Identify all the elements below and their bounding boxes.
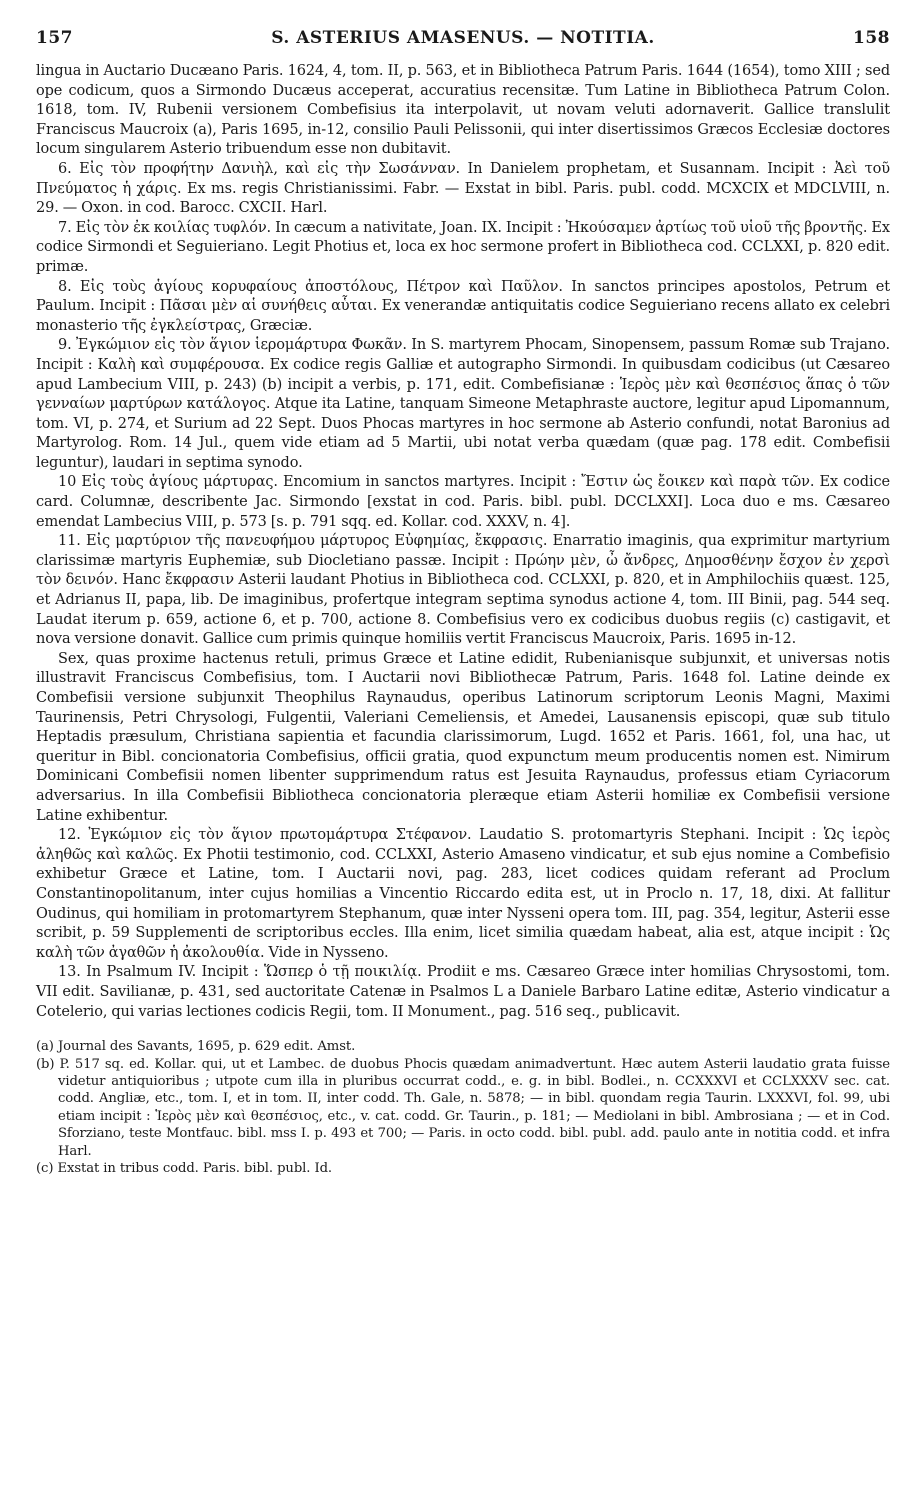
running-header: [36, 28, 890, 54]
entry-12: 12. Ἐγκώμιον εἰς τὸν ἅγιον πρωτομάρτυρα Στέφανον. Laudatio S. protomartyris Stephani. Incipit : Ὡς ἱερὸς ἀληθῶς καὶ καλῶς. Ex Photii testimonio, cod. CCLXXI, Asterio Amaseno vindicatur, et sub ejus nomine a Combefisio exhibetur Græce et Latine, tom. I Auctarii novi, pag. 283, licet codices quidam referant ad Proclum Constantinopolitanum, inter cujus homilias a Vincentio Riccardo edita est, ut in Proclo n. 17, 18, dixi. At fallitur Oudinus, qui homiliam in protomartyrem Stephanum, quæ inter Nysseni opera tom. III, pag. 354, legitur, Asterii esse scribit, p. 59 Supplementi de scriptoribus eccles. Illa enim, licet similia quædam habeat, alia est, atque incipit : Ὡς καλὴ τῶν ἀγαθῶν ἡ ἀκολουθία. Vide in Nysseno.: [36, 827, 890, 961]
footnote-b: (b) P. 517 sq. ed. Kollar. qui, ut et Lambec. de duobus Phocis quædam animadvertunt. Hæc autem Asterii laudatio grata fuisse videtur antiquioribus ; utpote cum illa in pluribus occurrat codd., e. g. in bibl. Bodlei., n. CCXXXVI et CCLXXXV sec. cat. codd. Angliæ, etc., tom. I, et in tom. II, inter codd. Th. Gale, n. 5878; — in bibl. quondam regia Taurin. LXXXVI, fol. 99, ubi etiam incipit : Ἱερὸς μὲν καὶ θεσπέσιος, etc., v. cat. codd. Gr. Taurin., p. 181; — Mediolani in bibl. Ambrosiana ; — et in Cod. Sforziano, teste Montfauc. bibl. mss I. p. 493 et 700; — Paris. in octo codd. bibl. publ. add. paulo ante in notitia codd. et infra Harl.: [36, 1056, 890, 1159]
page-number-right: 158: [853, 28, 890, 48]
entry-11: 11. Εἰς μαρτύριον τῆς πανευφήμου μάρτυρος Εὐφημίας, ἔκφρασις. Enarratio imaginis, qua exprimitur martyrium clarissimæ martyris Euphemiæ, sub Diocletiano passæ. Incipit : Πρώην μὲν, ὦ ἄνδρες, Δημοσθένην ἔσχον ἐν χερσὶ τὸν δεινόν. Hanc ἔκφρασιν Asterii laudant Photius in Bibliotheca cod. CCLXXI, p. 820, et in Amphilochiis quæst. 125, et Adrianus II, papa, lib. De imaginibus, profertque integram septima synodus actione 4, tom. III Binii, pag. 544 seq. Laudat iterum p. 659, actione 6, et p. 700, actione 8. Combefisius vero ex codicibus duobus regiis (c) castigavit, et nova versione donavit. Gallice cum primis quinque homiliis vertit Franciscus Maucroix, Paris. 1695 in-12.: [36, 533, 890, 648]
footnotes: [36, 1038, 890, 1177]
entry-8: 8. Εἰς τοὺς ἁγίους κορυφαίους ἀποστόλους, Πέτρον καὶ Παῦλον. In sanctos principes apostolos, Petrum et Paulum. Incipit : Πᾶσαι μὲν αἱ συνήθεις αὗται. Ex venerandæ antiquitatis codice Seguieriano recens allato ex celebri monasterio τῆς ἐγκλείστρας, Græciæ.: [36, 278, 890, 334]
paragraph-continuation: lingua in Auctario Ducæano Paris. 1624, 4, tom. II, p. 563, et in Bibliotheca Patrum Paris. 1644 (1654), tomo XIII ; sed ope codicum, quos a Sirmondo Ducæus acceperat, accuratius recensitæ. Tum Latine in Bibliotheca Patrum Colon. 1618, tom. IV, Rubenii versionem Combefisius ita interpolavit, ut novam veluti adornaverit. Gallice translulit Franciscus Maucroix (a), Paris 1695, in-12, consilio Pauli Pelissonii, qui inter disertissimos Græcos Ecclesiæ doctores locum singularem Asterio tribuendum esse non dubitavit.: [36, 63, 890, 158]
entry-6: 6. Εἰς τὸν προφήτην Δανιὴλ, καὶ εἰς τὴν Σωσάνναν. In Danielem prophetam, et Susannam. Incipit : Ἀεὶ τοῦ Πνεύματος ἡ χάρις. Ex ms. regis Christianissimi. Fabr. — Exstat in bibl. Paris. publ. codd. MCXCIX et MDCLVIII, n. 29. — Oxon. in cod. Barocc. CXCII. Harl.: [36, 160, 890, 217]
page-title: S. ASTERIUS AMASENUS. — NOTITIA.: [271, 28, 655, 48]
summary-paragraph: Sex, quas proxime hactenus retuli, primus Græce et Latine edidit, Rubenianisque subjunxit, et universas notis illustravit Franciscus Combefisius, tom. I Auctarii novi Bibliothecæ Patrum, Paris. 1648 fol. Latine deinde ex Combefisii versione subjunxit Theophilus Raynaudus, operibus Latinorum scriptorum Leonis Magni, Maximi Taurinensis, Petri Chrysologi, Fulgentii, Valeriani Cemeliensis, et Amedei, Lausanensis episcopi, quæ sub titulo Heptadis præsulum, Christiana sapientia et facundia clarissimorum, Lugd. 1652 et Paris. 1661, fol, una hac, ut queritur in Bibl. concionatoria Combefisius, officii gratia, quod expunctum meum producentis nomen est. Nimirum Dominicani Combefisii nomen libenter supprimendum ratus est Jesuita Raynaudus, professus etiam Cyriacorum adversarius. In illa Combefisii Bibliotheca concionatoria pleræque etiam Asterii homiliæ ex Combefisii versione Latine exhibentur.: [36, 650, 890, 824]
footnote-a: (a) Journal des Savants, 1695, p. 629 edit. Amst.: [36, 1039, 356, 1055]
main-text: [36, 62, 890, 1022]
entry-13: 13. In Psalmum IV. Incipit : Ὥσπερ ὁ τῇ ποικιλίᾳ. Prodiit e ms. Cæsareo Græce inter homilias Chrysostomi, tom. VII edit. Savilianæ, p. 431, sed auctoritate Catenæ in Psalmos L a Daniele Barbaro Latine editæ, Asterio vindicatur a Cotelerio, qui varias lectiones codicis Regii, tom. II Monument., pag. 516 seq., publicavit.: [36, 964, 890, 1020]
entry-9: 9. Ἐγκώμιον εἰς τὸν ἅγιον ἱερομάρτυρα Φωκᾶν. In S. martyrem Phocam, Sinopensem, passum Romæ sub Trajano. Incipit : Καλὴ καὶ συμφέρουσα. Ex codice regis Galliæ et autographo Sirmondi. In quibusdam codicibus (ut Cæsareo apud Lambecium VIII, p. 243) (b) incipit a verbis, p. 171, edit. Combefisianæ : Ἱερὸς μὲν καὶ θεσπέσιος ἅπας ὁ τῶν γενναίων μαρτύρων κατάλογος. Atque ita Latine, tanquam Simeone Metaphraste auctore, legitur apud Lipomannum, tom. VI, p. 274, et Surium ad 22 Sept. Duos Phocas martyres in hoc sermone ab Asterio confundi, notat Baronius ad Martyrolog. Rom. 14 Jul., quem vide etiam ad 5 Martii, ubi notat verba quædam (quæ pag. 178 edit. Combefisii leguntur), laudari in septima synodo.: [36, 337, 890, 471]
footnote-c: (c) Exstat in tribus codd. Paris. bibl. publ. Id.: [36, 1160, 333, 1176]
page-number-left: 157: [36, 28, 73, 48]
entry-10: 10 Εἰς τοὺς ἁγίους μάρτυρας. Encomium in sanctos martyres. Incipit : Ἔστιν ὡς ἔοικεν καὶ παρὰ τῶν. Ex codice card. Columnæ, describente Jac. Sirmondo [exstat in cod. Paris. bibl. publ. DCCLXXI]. Loca duo e ms. Cæsareo emendat Lambecius VIII, p. 573 [s. p. 791 sqq. ed. Kollar. cod. XXXV, n. 4].: [36, 474, 890, 530]
entry-7: 7. Εἰς τὸν ἐκ κοιλίας τυφλόν. In cæcum a nativitate, Joan. IX. Incipit : Ἠκούσαμεν ἀρτίως τοῦ υἱοῦ τῆς βροντῆς. Ex codice Sirmondi et Seguieriano. Legit Photius et, loca ex hoc sermone profert in Bibliotheca cod. CCLXXI, p. 820 edit. primæ.: [36, 219, 890, 275]
